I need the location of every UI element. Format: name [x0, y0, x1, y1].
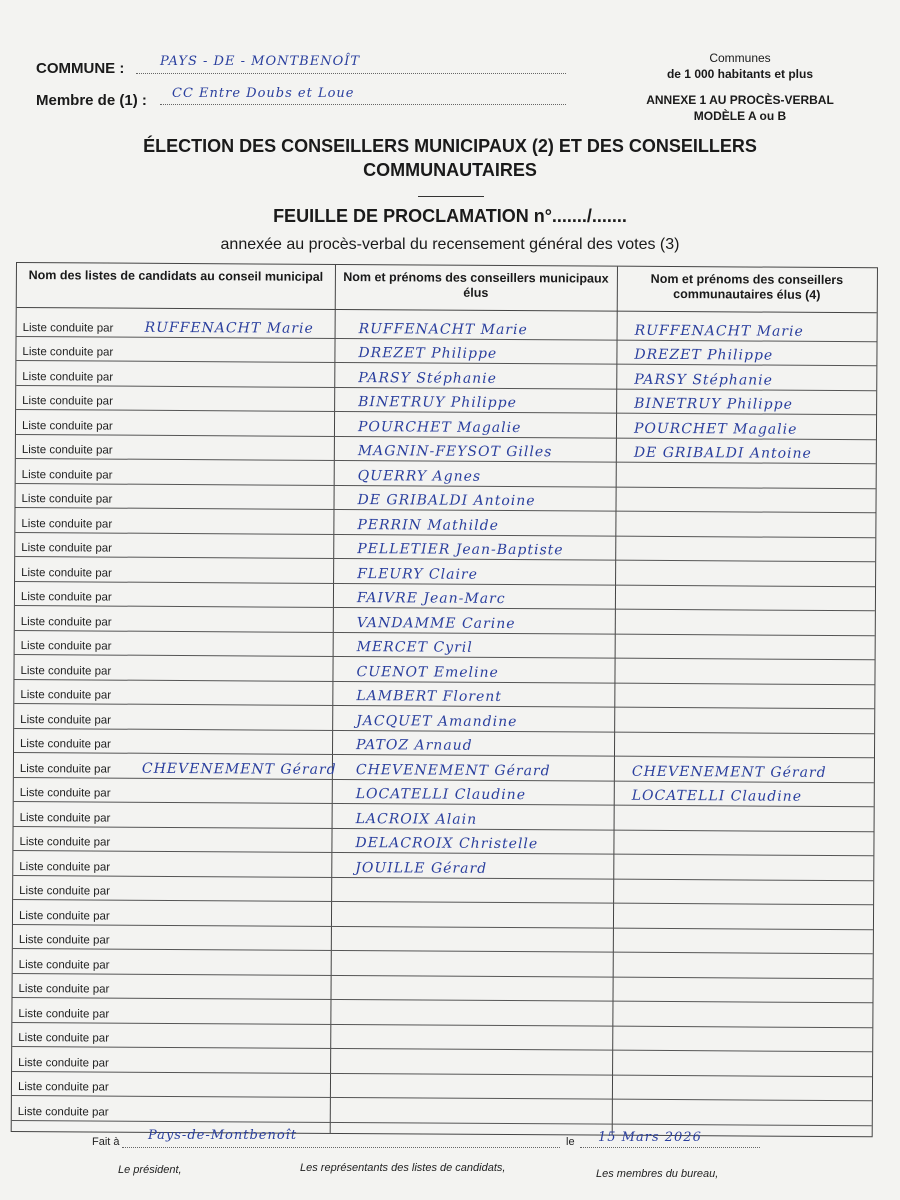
main-title-line1: ÉLECTION DES CONSEILLERS MUNICIPAUX (2) ET DES CONSEILLERS	[143, 136, 757, 156]
list-leader-name: RUFFENACHT Marie	[144, 319, 314, 337]
commune-value: PAYS - DE - MONTBENOÎT	[160, 54, 361, 69]
row-label: Liste conduite par	[21, 517, 113, 531]
membre-value: CC Entre Doubs et Loue	[172, 86, 355, 101]
municipal-councillor-name: MERCET Cyril	[356, 639, 473, 656]
row-label: Liste conduite par	[21, 419, 113, 433]
row-label: Liste conduite par	[19, 860, 111, 874]
annexe-line1: ANNEXE 1 AU PROCÈS-VERBAL	[646, 93, 834, 107]
sheet-title: FEUILLE DE PROCLAMATION n°......./.......	[273, 206, 627, 226]
row-label: Liste conduite par	[20, 689, 112, 702]
list-leader-name: CHEVENEMENT Gérard	[141, 760, 337, 778]
header-communautaire: Nom et prénoms des conseillers communautaires élus (4)	[650, 271, 844, 302]
municipal-councillor-name: VANDAMME Carine	[356, 614, 516, 632]
fait-value: Pays-de-Montbenoît	[148, 1128, 298, 1143]
row-label: Liste conduite par	[19, 836, 111, 849]
row-label: Liste conduite par	[17, 1081, 109, 1094]
municipal-councillor-name: POURCHET Magalie	[357, 418, 522, 436]
community-councillor-name: PARSY Stéphanie	[634, 371, 774, 389]
municipal-councillor-name: LOCATELLI Claudine	[355, 786, 527, 804]
row-label: Liste conduite par	[22, 346, 114, 359]
row-label: Liste conduite par	[22, 370, 114, 384]
municipal-councillor-name: DREZET Philippe	[358, 345, 498, 362]
row-label: Liste conduite par	[21, 542, 113, 555]
row-label: Liste conduite par	[18, 1007, 110, 1021]
row-label: Liste conduite par	[20, 713, 112, 727]
date-dotline	[580, 1147, 760, 1148]
municipal-councillor-name: FAIVRE Jean-Marc	[356, 590, 506, 607]
communes-line1: Communes	[709, 51, 771, 65]
fait-dotline	[122, 1147, 560, 1148]
membres-signature-label: Les membres du bureau,	[596, 1168, 719, 1180]
municipal-councillor-name: CUENOT Emeline	[356, 663, 499, 681]
municipal-councillor-name: RUFFENACHT Marie	[358, 320, 528, 338]
municipal-councillor-name: LAMBERT Florent	[356, 688, 502, 705]
community-councillor-name: DE GRIBALDI Antoine	[633, 444, 812, 462]
membre-dotline	[160, 104, 566, 105]
community-councillor-name: DREZET Philippe	[634, 346, 774, 364]
municipal-councillor-name: DELACROIX Christelle	[355, 835, 539, 853]
community-councillor-name: LOCATELLI Claudine	[631, 787, 803, 805]
row-label: Liste conduite par	[19, 787, 111, 800]
results-table	[11, 262, 878, 1137]
top-right-block	[620, 50, 860, 123]
subtitle: annexée au procès-verbal du recensement général des votes (3)	[220, 236, 680, 253]
row-label: Liste conduite par	[19, 885, 110, 898]
row-label: Liste conduite par	[20, 640, 112, 653]
row-label: Liste conduite par	[18, 983, 110, 996]
row-label: Liste conduite par	[20, 664, 112, 678]
row-label: Liste conduite par	[22, 321, 114, 335]
community-councillor-name: POURCHET Magalie	[633, 420, 798, 438]
row-label: Liste conduite par	[20, 591, 112, 604]
row-label: Liste conduite par	[21, 566, 112, 580]
communes-line2: de 1 000 habitants et plus	[666, 67, 814, 81]
municipal-councillor-name: FLEURY Claire	[357, 565, 478, 583]
date-value: 15 Mars 2026	[598, 1130, 702, 1145]
municipal-councillor-name: PERRIN Mathilde	[357, 516, 499, 534]
row-label: Liste conduite par	[18, 934, 110, 947]
header-municipal: Nom et prénoms des conseillers municipaux élus	[343, 269, 609, 300]
municipal-councillor-name: JOUILLE Gérard	[355, 859, 488, 877]
community-councillor-name: BINETRUY Philippe	[634, 395, 793, 413]
row-label: Liste conduite par	[17, 1105, 109, 1119]
table-row	[12, 1095, 872, 1126]
annexe-block	[610, 92, 870, 124]
municipal-councillor-name: DE GRIBALDI Antoine	[357, 492, 536, 510]
commune-dotline	[136, 73, 566, 74]
municipal-councillor-name: PARSY Stéphanie	[358, 369, 498, 387]
date-label: le	[566, 1136, 575, 1148]
row-label: Liste conduite par	[18, 958, 110, 972]
annexe-line2: MODÈLE A ou B	[693, 109, 787, 123]
commune-label: COMMUNE :	[36, 60, 125, 77]
municipal-councillor-name: PATOZ Arnaud	[356, 737, 473, 754]
row-label: Liste conduite par	[19, 811, 111, 825]
fait-label: Fait à	[92, 1136, 120, 1148]
municipal-councillor-name: PELLETIER Jean-Baptiste	[357, 541, 564, 559]
row-label: Liste conduite par	[18, 909, 110, 923]
community-councillor-name: CHEVENEMENT Gérard	[631, 763, 827, 781]
main-title	[90, 134, 810, 182]
municipal-councillor-name: QUERRY Agnes	[357, 467, 482, 485]
main-title-line2: COMMUNAUTAIRES	[363, 160, 537, 180]
president-signature-label: Le président,	[118, 1164, 182, 1176]
row-label: Liste conduite par	[20, 738, 111, 751]
municipal-councillor-name: BINETRUY Philippe	[358, 394, 517, 412]
municipal-councillor-name: LACROIX Alain	[355, 810, 478, 828]
community-councillor-name: RUFFENACHT Marie	[634, 322, 804, 340]
row-label: Liste conduite par	[19, 762, 111, 776]
municipal-councillor-name: CHEVENEMENT Gérard	[355, 761, 551, 779]
title-separator	[418, 196, 484, 197]
row-label: Liste conduite par	[21, 493, 113, 506]
municipal-councillor-name: JACQUET Amandine	[356, 712, 518, 730]
row-label: Liste conduite par	[21, 444, 113, 457]
row-label: Liste conduite par	[20, 615, 112, 629]
representants-signature-label: Les représentants des listes de candidats,	[300, 1162, 506, 1174]
header-lists: Nom des listes de candidats au conseil municipal	[28, 268, 324, 284]
row-label: Liste conduite par	[22, 395, 113, 408]
row-label: Liste conduite par	[21, 468, 113, 482]
row-label: Liste conduite par	[18, 1056, 109, 1070]
membre-label: Membre de (1) :	[36, 92, 147, 109]
row-label: Liste conduite par	[18, 1032, 110, 1045]
municipal-councillor-name: MAGNIN-FEYSOT Gilles	[357, 443, 553, 461]
